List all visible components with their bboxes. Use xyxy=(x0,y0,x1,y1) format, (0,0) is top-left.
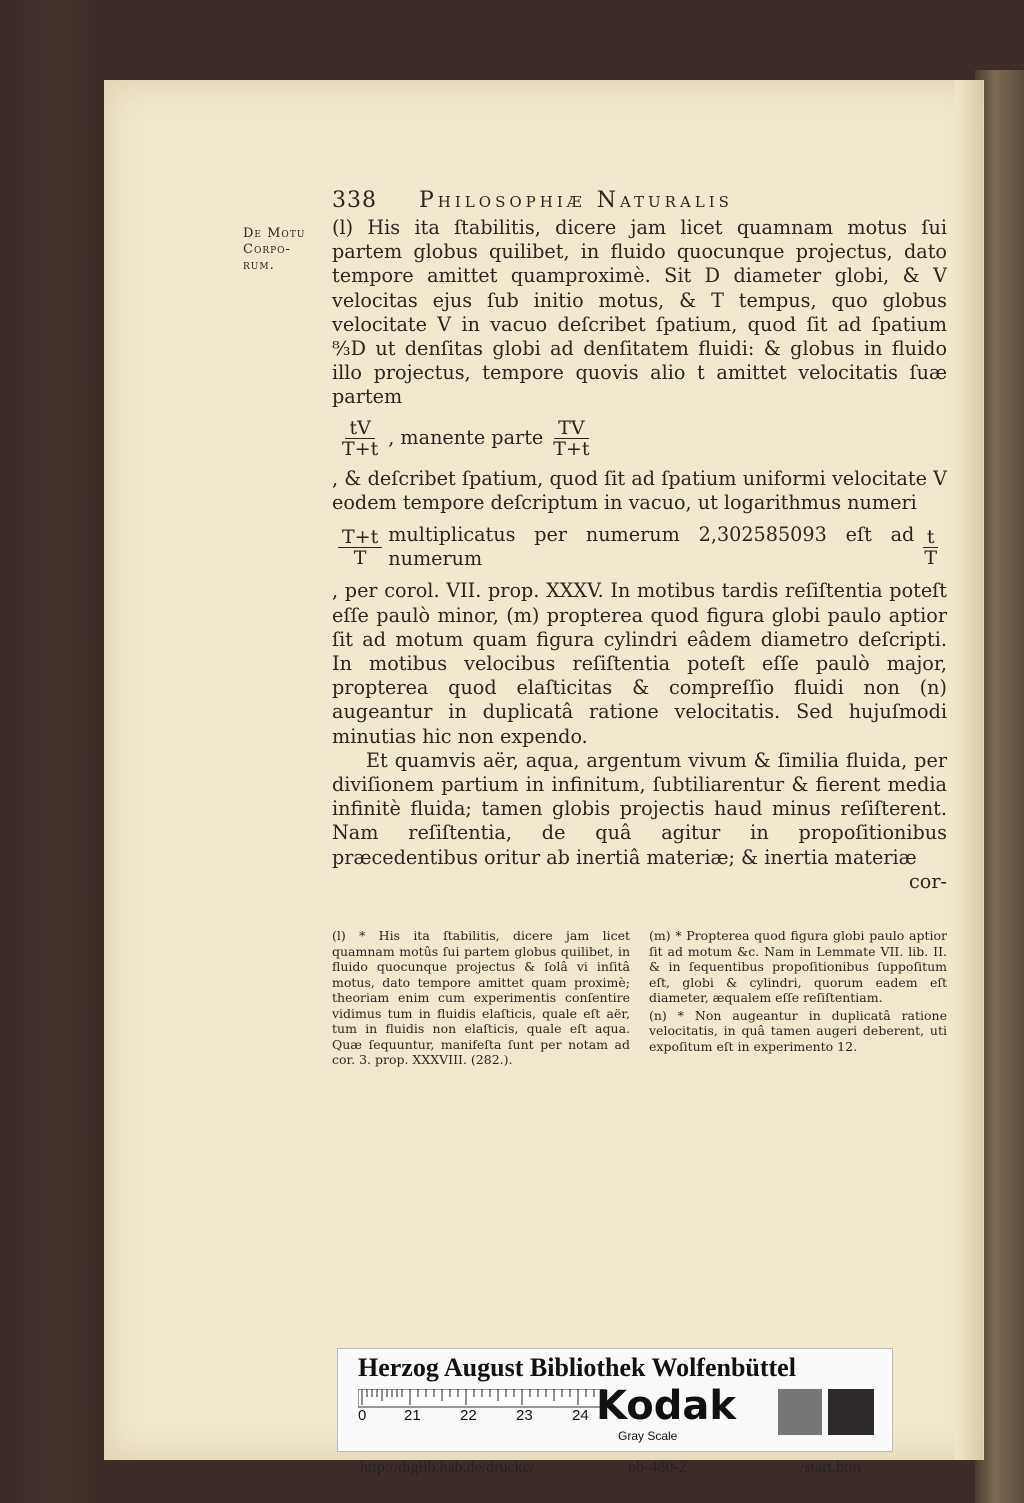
gray-scale-label: Gray Scale xyxy=(618,1429,678,1443)
fraction-t-over-T: $\frac{t}{T}$ xyxy=(924,525,937,569)
library-title: Herzog August Bibliothek Wolfenbüttel xyxy=(358,1353,796,1382)
formula-line: $\frac{tV}{T+t}$ , manente parte $\frac{TV}{T+t}$ xyxy=(332,418,947,459)
page-fold xyxy=(955,80,983,1460)
dark-swatch xyxy=(828,1389,874,1435)
kodak-logo: Kodak xyxy=(596,1383,736,1429)
url-text: http://diglib.hab.de/drucke/ xyxy=(360,1459,535,1476)
paragraph-1e: , per corol. VII. prop. XXXV. In motibus tardis reſiſtentia poteſt eſſe paulò minor, (m) propterea quod figura globi paulo aptior ſit ad motum quam figura cylindri eâdem diametro deſcripti. In motibus velocibus reſiſtentia poteſt eſſe paulò major, propterea quod elaſticitas & compreſſio fluidi non (n) augeantur in duplicatâ ratione velocitatis. Sed hujuſmodi minutias hic non expendo. xyxy=(332,579,947,748)
paragraph-1a: (l) His ita ſtabilitis, dicere jam licet quamnam motus ſui partem globus quilibet, in fluido quocunque projectus, dato tempore amittet quamproximè. Sit D diameter globi, & V velocitas ejus ſub initio motus, & T tempus, quo globus velocitate V in vacuo deſcribet ſpatium, quod ſit ad ſpatium ⁸⁄₃D ut denſitas globi ad denſitatem fluidi: & globus in fluido illo projectus, tempore quovis alio t amittet velocitatis ſuæ partem xyxy=(332,216,947,409)
main-text xyxy=(332,216,947,894)
paragraph-1c: , & deſcribet ſpatium, quod ſit ad ſpatium uniformi velocitate V eodem tempore deſcriptum in vacuo, ut logarithmus numeri xyxy=(332,466,947,514)
formula-line: $\frac{T+t}{T}$ multiplicatus per numerum 2,302585093 eſt ad numerum $\frac{t}{T}$ xyxy=(332,523,947,571)
footnote-n: (n) * Non augeantur in duplicatâ ratione velocitatis, in quâ tamen augeri deberent, uti expoſitum eſt in experimento 12. xyxy=(649,1007,947,1054)
start-link: /start.htm xyxy=(800,1459,861,1476)
footnotes xyxy=(332,928,947,1070)
paragraph-2: Et quamvis aër, aqua, argentum vivum & ſimilia fluida, per diviſionem partium in infinitum, ſubtiliarentur & fierent media infinitè fluida; tamen globis projectis haud minus reſiſterent. Nam reſiſtentia, de quâ agitur in propoſitionibus præcedentibus oritur ab inertiâ materiæ; & inertia materiæ xyxy=(332,748,947,869)
library-label: Herzog August Bibliothek Wolfenbüttel 0 21 22 23 24 Kodak Gray Scale http://diglib.hab.de/drucke/ nb-480-2 /start.htm xyxy=(337,1348,893,1452)
fraction-log: $\frac{T+t}{T}$ xyxy=(338,527,382,568)
margin-note-line: rum. xyxy=(243,258,275,273)
page-number: 338 xyxy=(332,188,377,213)
running-title: Philosophiæ Naturalis xyxy=(419,188,733,213)
margin-note xyxy=(243,226,323,274)
footnote-l: (l) * His ita ſtabilitis, dicere jam licet quamnam motûs ſui partem globus quilibet, in fluido quocunque projectus & ſolâ vi inſitâ motus, dato tempore amittet quam proximè; theoriam enim cum experimentis conſentire vidimus tum in fluidis elaſticis, quale eſt aër, tum in fluidis non elaſticis, quale eſt aqua. Quæ ſequuntur, manifeſta ſunt per notam ad cor. 3. prop. XXXVIII. (282.). xyxy=(332,928,630,1067)
footnote-m: (m) * Propterea quod figura globi paulo aptior ſit ad motum &c. Nam in Lemmate VII. lib. II. & in ſequentibus propoſitionibus ſuppoſitum eſt, globi & cylindri, quorum eadem eſt diameter, æqualem eſſe reſiſtentiam. xyxy=(649,928,947,1005)
running-header xyxy=(332,188,952,213)
catchword: cor- xyxy=(909,869,947,893)
margin-note-line: Corpo- xyxy=(243,242,291,257)
gray-swatch xyxy=(778,1389,822,1435)
margin-note-line: De Motu xyxy=(243,226,306,241)
fraction-tv: $\frac{tV}{T+t}$ xyxy=(342,416,379,460)
footnote-column-left xyxy=(332,928,630,1070)
ruler-scale xyxy=(358,1389,606,1425)
footnote-column-right xyxy=(649,928,947,1070)
shelfmark: nb-480-2 xyxy=(628,1459,687,1476)
fraction-TV: $\frac{TV}{T+t}$ xyxy=(553,416,590,460)
